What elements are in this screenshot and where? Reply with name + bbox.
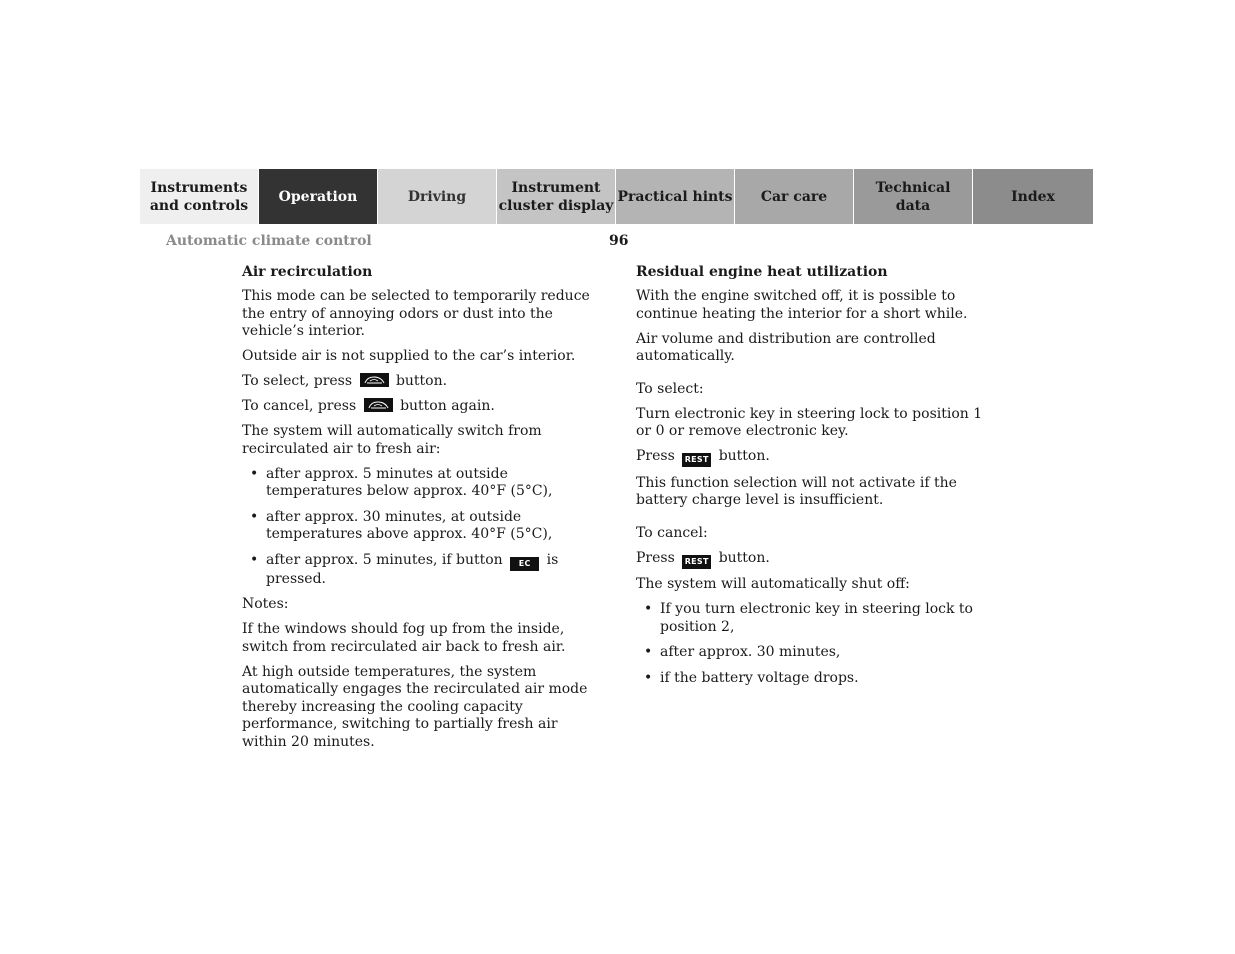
right-column xyxy=(636,263,998,695)
press-instruction xyxy=(636,550,998,569)
rest-button-icon: REST xyxy=(682,453,711,467)
note: If the windows should fog up from the inside, switch from recirculated air back to fresh air. xyxy=(242,621,566,655)
list-item: • after approx. 5 minutes at outside temperatures below approx. 40°F (5°C), xyxy=(242,466,604,501)
list-item: • If you turn electronic key in steering lock to position 2, xyxy=(636,601,998,636)
list-item: • after approx. 30 minutes, xyxy=(636,644,998,662)
tab-label: Practical hints xyxy=(617,188,733,205)
tab-driving[interactable] xyxy=(378,169,497,224)
paragraph: Turn electronic key in steering lock to position 1 or 0 or remove electronic key. xyxy=(636,405,983,439)
left-column xyxy=(242,263,604,759)
text: after approx. 5 minutes, if button xyxy=(266,551,503,568)
tab-label: cluster display xyxy=(498,197,614,214)
tab-label: Driving xyxy=(407,188,467,205)
text: is pressed. xyxy=(266,551,559,587)
paragraph: The system will automatically shut off: xyxy=(636,576,910,592)
paragraph: This function selection will not activate if the battery charge level is insufficient. xyxy=(636,474,957,508)
paragraph: The system will automatically switch from recirculated air to fresh air: xyxy=(242,423,542,457)
to-cancel-label: To cancel: xyxy=(636,524,708,541)
tab-instruments-and-controls[interactable] xyxy=(140,169,259,224)
press-instruction xyxy=(636,448,998,467)
switch-conditions-list xyxy=(242,466,604,589)
tab-label: Car care xyxy=(760,188,828,205)
tab-label: data xyxy=(895,197,931,214)
text: button again. xyxy=(400,398,495,414)
tab-label: Instruments xyxy=(150,179,248,196)
tab-instrument-cluster-display[interactable] xyxy=(497,169,616,224)
text: button. xyxy=(395,373,448,389)
tab-label: Technical xyxy=(875,179,951,196)
tab-label: Index xyxy=(1011,188,1055,205)
ec-button-icon: EC xyxy=(510,557,539,571)
residual-heat-heading: Residual engine heat utilization xyxy=(636,264,888,280)
section-title: Automatic climate control xyxy=(166,233,372,249)
tab-label: Operation xyxy=(278,188,358,205)
recirculation-button-icon xyxy=(360,373,389,387)
text: To cancel, press xyxy=(242,398,357,414)
tab-technical-data[interactable] xyxy=(854,169,973,224)
to-select-label: To select: xyxy=(636,380,704,397)
tab-label: Instrument xyxy=(511,179,601,196)
tab-index[interactable] xyxy=(973,169,1093,224)
tab-practical-hints[interactable] xyxy=(616,169,735,224)
text: To select, press xyxy=(242,373,353,389)
note: At high outside temperatures, the system automatically engages the recirculated air mode thereby increasing the cooling capacity performance, switching to partially fresh air within 20 minutes. xyxy=(242,663,588,750)
list-item: • after approx. 30 minutes, at outside temperatures above approx. 40°F (5°C), xyxy=(242,509,604,544)
paragraph: This mode can be selected to temporarily reduce the entry of annoying odors or dust into the vehicle’s interior. xyxy=(242,288,590,339)
list-item xyxy=(242,552,604,589)
tab-operation[interactable] xyxy=(259,169,378,224)
cancel-instruction xyxy=(242,398,604,416)
list-item: • if the battery voltage drops. xyxy=(636,670,998,688)
text: button. xyxy=(718,448,770,464)
tab-car-care[interactable] xyxy=(735,169,854,224)
text: Press xyxy=(636,549,675,566)
rest-button-icon: REST xyxy=(682,555,711,569)
paragraph: With the engine switched off, it is possible to continue heating the interior for a short while. xyxy=(636,288,968,322)
shutoff-conditions-list xyxy=(636,601,998,687)
select-instruction xyxy=(242,373,604,391)
page-number: 96 xyxy=(609,233,629,249)
text: Press xyxy=(636,448,675,464)
paragraph: Outside air is not supplied to the car’s interior. xyxy=(242,348,576,364)
paragraph: Air volume and distribution are controlled automatically. xyxy=(636,330,936,364)
text: button. xyxy=(718,549,770,566)
air-recirculation-heading: Air recirculation xyxy=(242,264,373,280)
recirculation-button-icon xyxy=(364,398,393,412)
notes-label: Notes: xyxy=(242,596,289,612)
tab-label: and controls xyxy=(149,197,249,214)
chapter-nav xyxy=(140,169,1095,224)
